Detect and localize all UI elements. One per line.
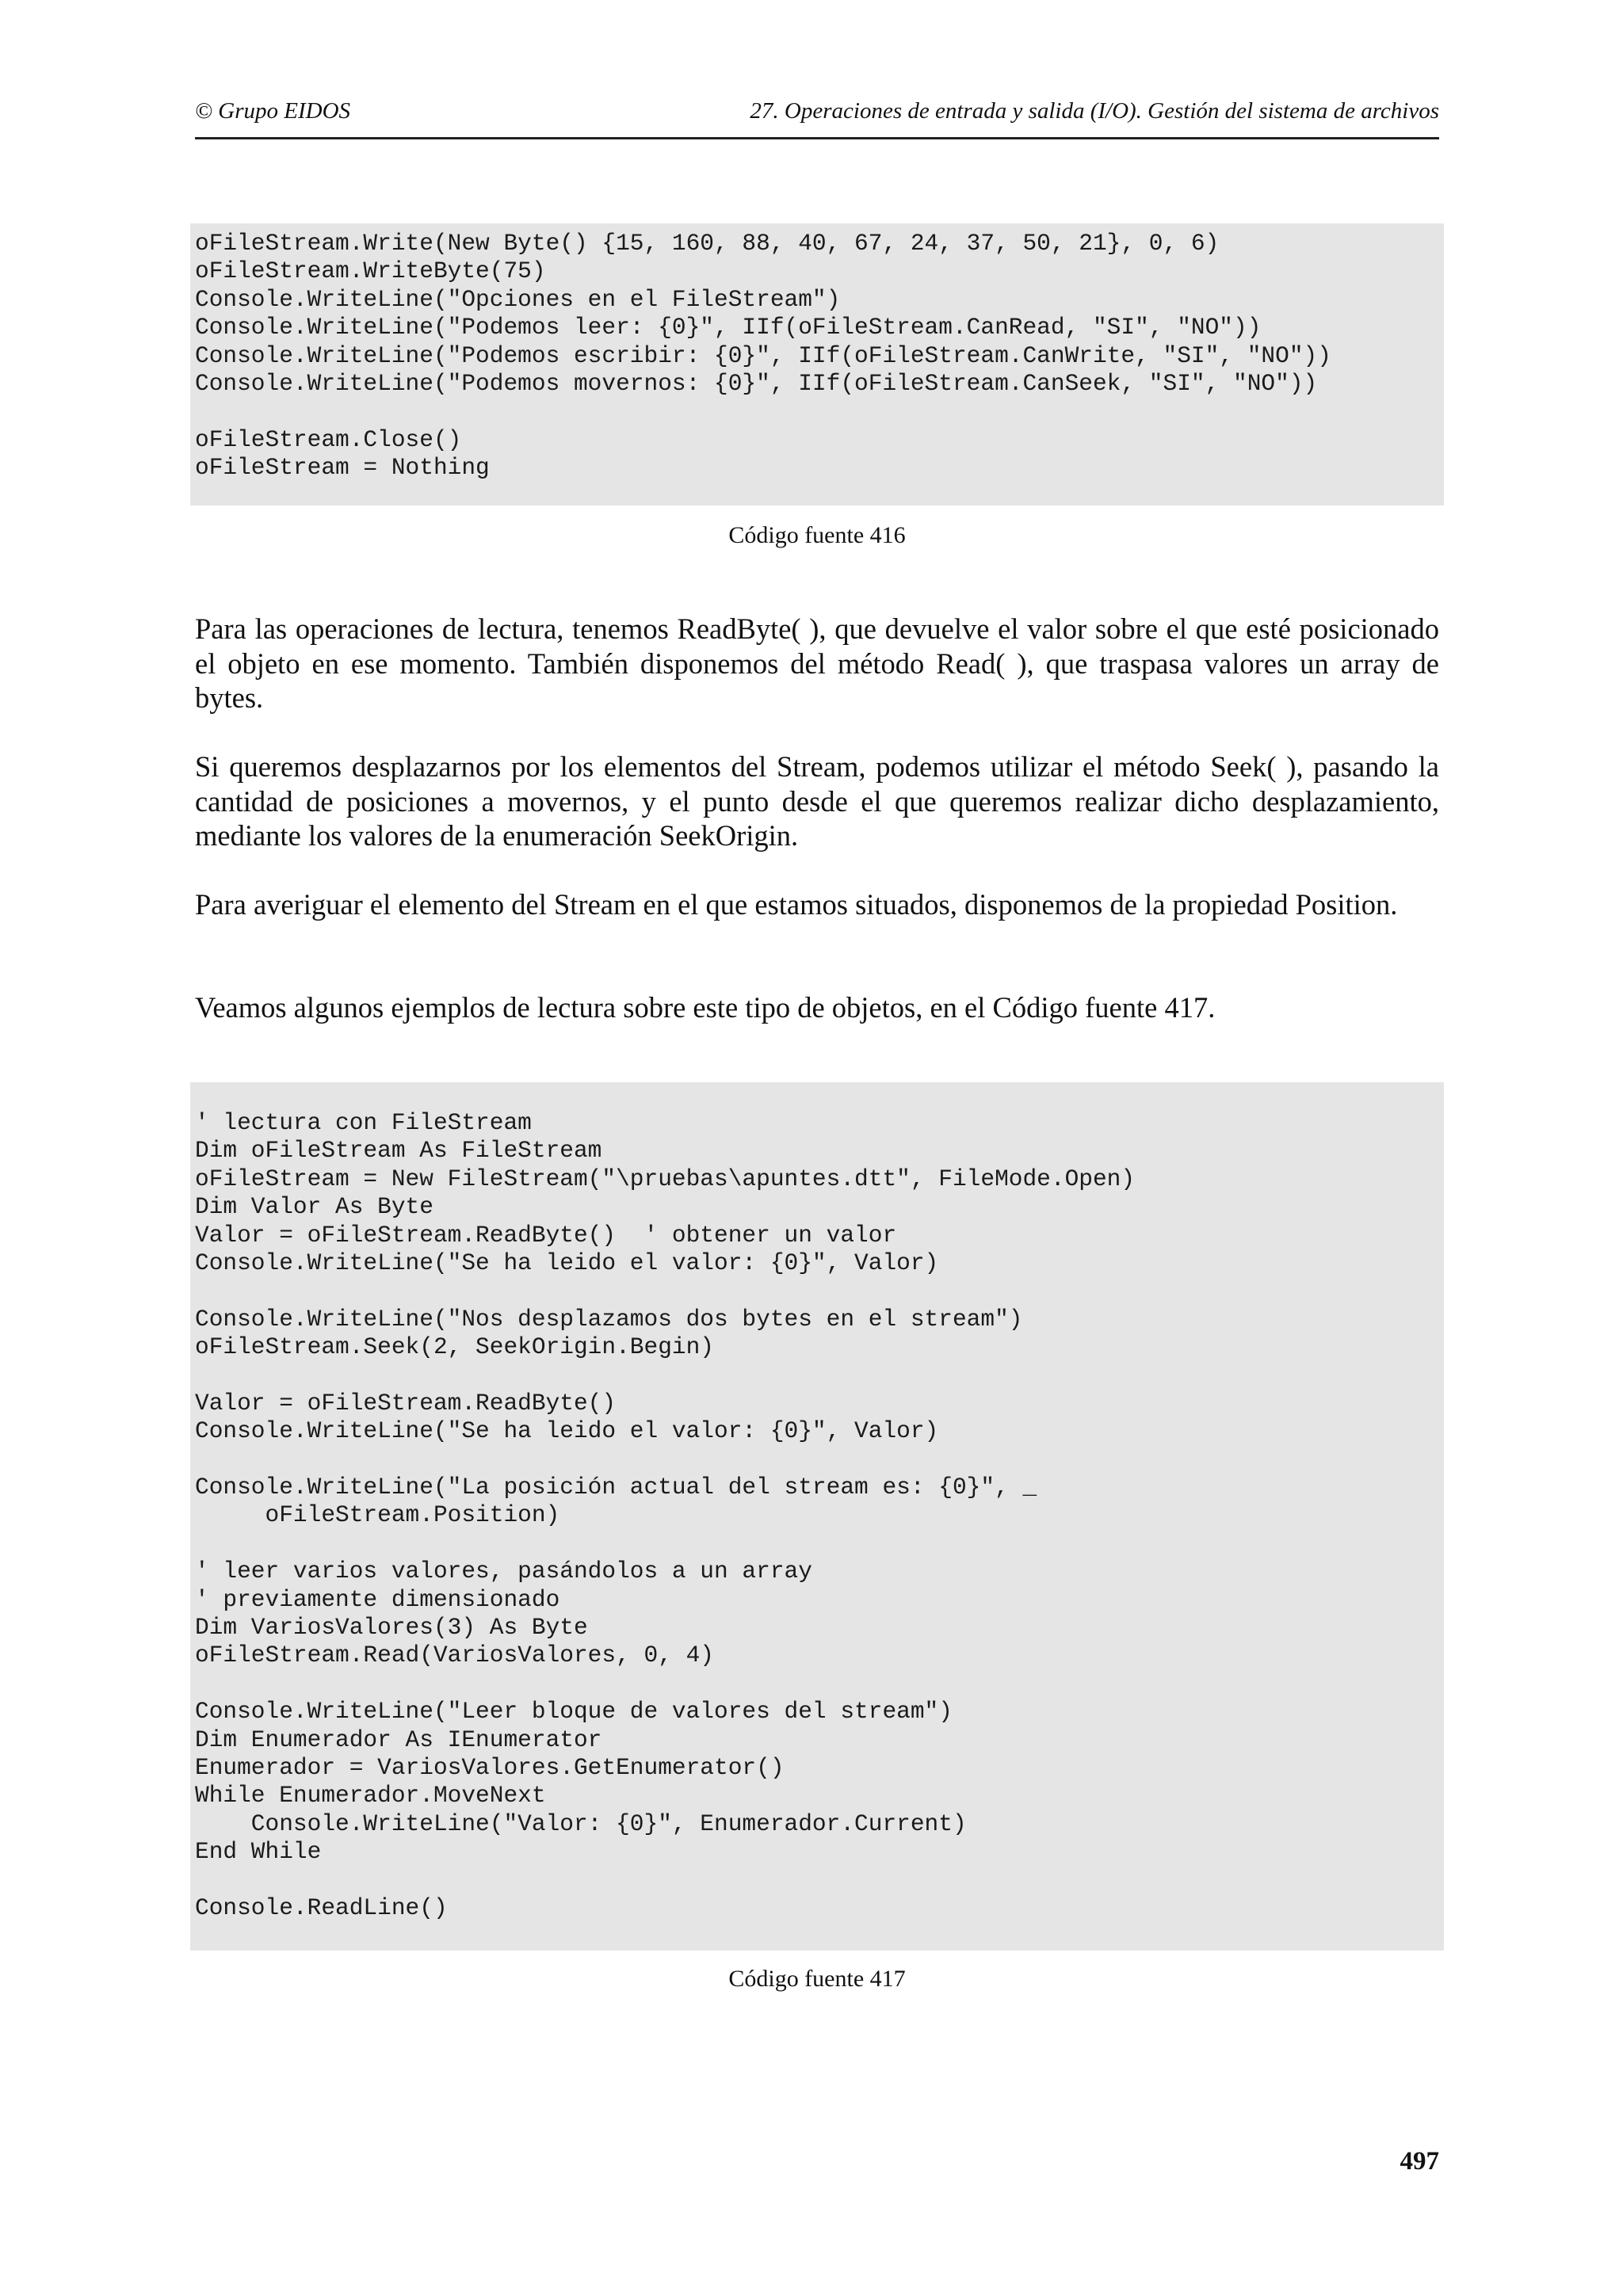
code-line: oFileStream.Close() xyxy=(195,425,462,453)
code-listing-416 xyxy=(190,223,1444,505)
body-paragraph: Para averiguar el elemento del Stream en el que estamos situados, disponemos de la propiedad Position. xyxy=(195,888,1398,921)
code-line: Dim oFileStream As FileStream xyxy=(195,1137,602,1165)
code-line: While Enumerador.MoveNext xyxy=(195,1782,546,1810)
code-line: Console.WriteLine("Opciones en el FileStream") xyxy=(195,285,841,313)
code-line xyxy=(195,1867,1444,1894)
code-line: ' previamente dimensionado xyxy=(195,1585,560,1613)
code-listing-417 xyxy=(190,1082,1444,1951)
page-number: 497 xyxy=(1400,2147,1439,2176)
code-caption-417: Código fuente 417 xyxy=(728,1966,906,1992)
body-paragraph: Veamos algunos ejemplos de lectura sobre este tipo de objetos, en el Código fuente 417. xyxy=(195,991,1216,1024)
code-line: Dim VariosValores(3) As Byte xyxy=(195,1614,588,1642)
code-line: oFileStream = New FileStream("\pruebas\apuntes.dtt", FileMode.Open) xyxy=(195,1165,1136,1192)
code-line: ' leer varios valores, pasándolos a un array xyxy=(195,1558,812,1585)
code-line: Console.WriteLine("Nos desplazamos dos bytes en el stream") xyxy=(195,1305,1023,1333)
code-line: oFileStream.Read(VariosValores, 0, 4) xyxy=(195,1642,715,1669)
code-line: ' lectura con FileStream xyxy=(195,1109,532,1136)
code-line: oFileStream = Nothing xyxy=(195,454,490,482)
code-line xyxy=(195,1530,1444,1558)
code-line: oFileStream.Position) xyxy=(195,1501,560,1529)
body-paragraph: Si queremos desplazarnos por los elementos del Stream, podemos utilizar el método Seek( ), pasando la cantidad de posiciones a movernos, y el punto desde el que queremos realizar dicho desplazamiento, mediante los valores de la enumeración SeekOrigin. xyxy=(195,750,1439,852)
code-line: Dim Valor As Byte xyxy=(195,1193,433,1221)
code-line: Console.WriteLine("Valor: {0}", Enumerador.Current) xyxy=(195,1810,967,1837)
code-line xyxy=(195,1362,1444,1390)
code-line xyxy=(195,1277,1444,1305)
code-line: Enumerador = VariosValores.GetEnumerator() xyxy=(195,1753,785,1781)
page-header xyxy=(195,93,1439,139)
code-line: oFileStream.Seek(2, SeekOrigin.Begin) xyxy=(195,1333,715,1361)
code-line: Console.WriteLine("Leer bloque de valores del stream") xyxy=(195,1698,953,1726)
code-line: End While xyxy=(195,1838,322,1866)
code-line: Console.WriteLine("La posición actual del stream es: {0}", _ xyxy=(195,1474,1037,1501)
code-line: Valor = oFileStream.ReadByte() xyxy=(195,1389,617,1417)
code-line: Console.WriteLine("Podemos leer: {0}", IIf(oFileStream.CanRead, "SI", "NO")) xyxy=(195,314,1262,341)
body-paragraph: Para las operaciones de lectura, tenemos ReadByte( ), que devuelve el valor sobre el que esté posicionado el objeto en ese momento. También disponemos del método Read( ), que traspasa valores un array de bytes. xyxy=(195,612,1439,714)
code-line: oFileStream.WriteByte(75) xyxy=(195,257,546,285)
code-line: Valor = oFileStream.ReadByte() ' obtener un valor xyxy=(195,1221,897,1249)
code-line: Console.WriteLine("Se ha leido el valor: {0}", Valor) xyxy=(195,1417,939,1445)
code-line: Console.WriteLine("Se ha leido el valor: {0}", Valor) xyxy=(195,1249,939,1276)
code-line: Dim Enumerador As IEnumerator xyxy=(195,1726,602,1753)
code-caption-416: Código fuente 416 xyxy=(728,522,906,548)
code-line: oFileStream.Write(New Byte() {15, 160, 88, 40, 67, 24, 37, 50, 21}, 0, 6) xyxy=(195,230,1220,257)
header-publisher: © Grupo EIDOS xyxy=(195,98,351,124)
code-line: Console.WriteLine("Podemos escribir: {0}", IIf(oFileStream.CanWrite, "SI", "NO")) xyxy=(195,341,1331,369)
code-line xyxy=(195,1670,1444,1698)
header-chapter-title: 27. Operaciones de entrada y salida (I/O). Gestión del sistema de archivos xyxy=(750,98,1439,124)
code-line xyxy=(195,398,1444,425)
code-line xyxy=(195,1446,1444,1474)
code-line: Console.ReadLine() xyxy=(195,1894,448,1921)
code-line: Console.WriteLine("Podemos movernos: {0}", IIf(oFileStream.CanSeek, "SI", "NO")) xyxy=(195,369,1318,397)
